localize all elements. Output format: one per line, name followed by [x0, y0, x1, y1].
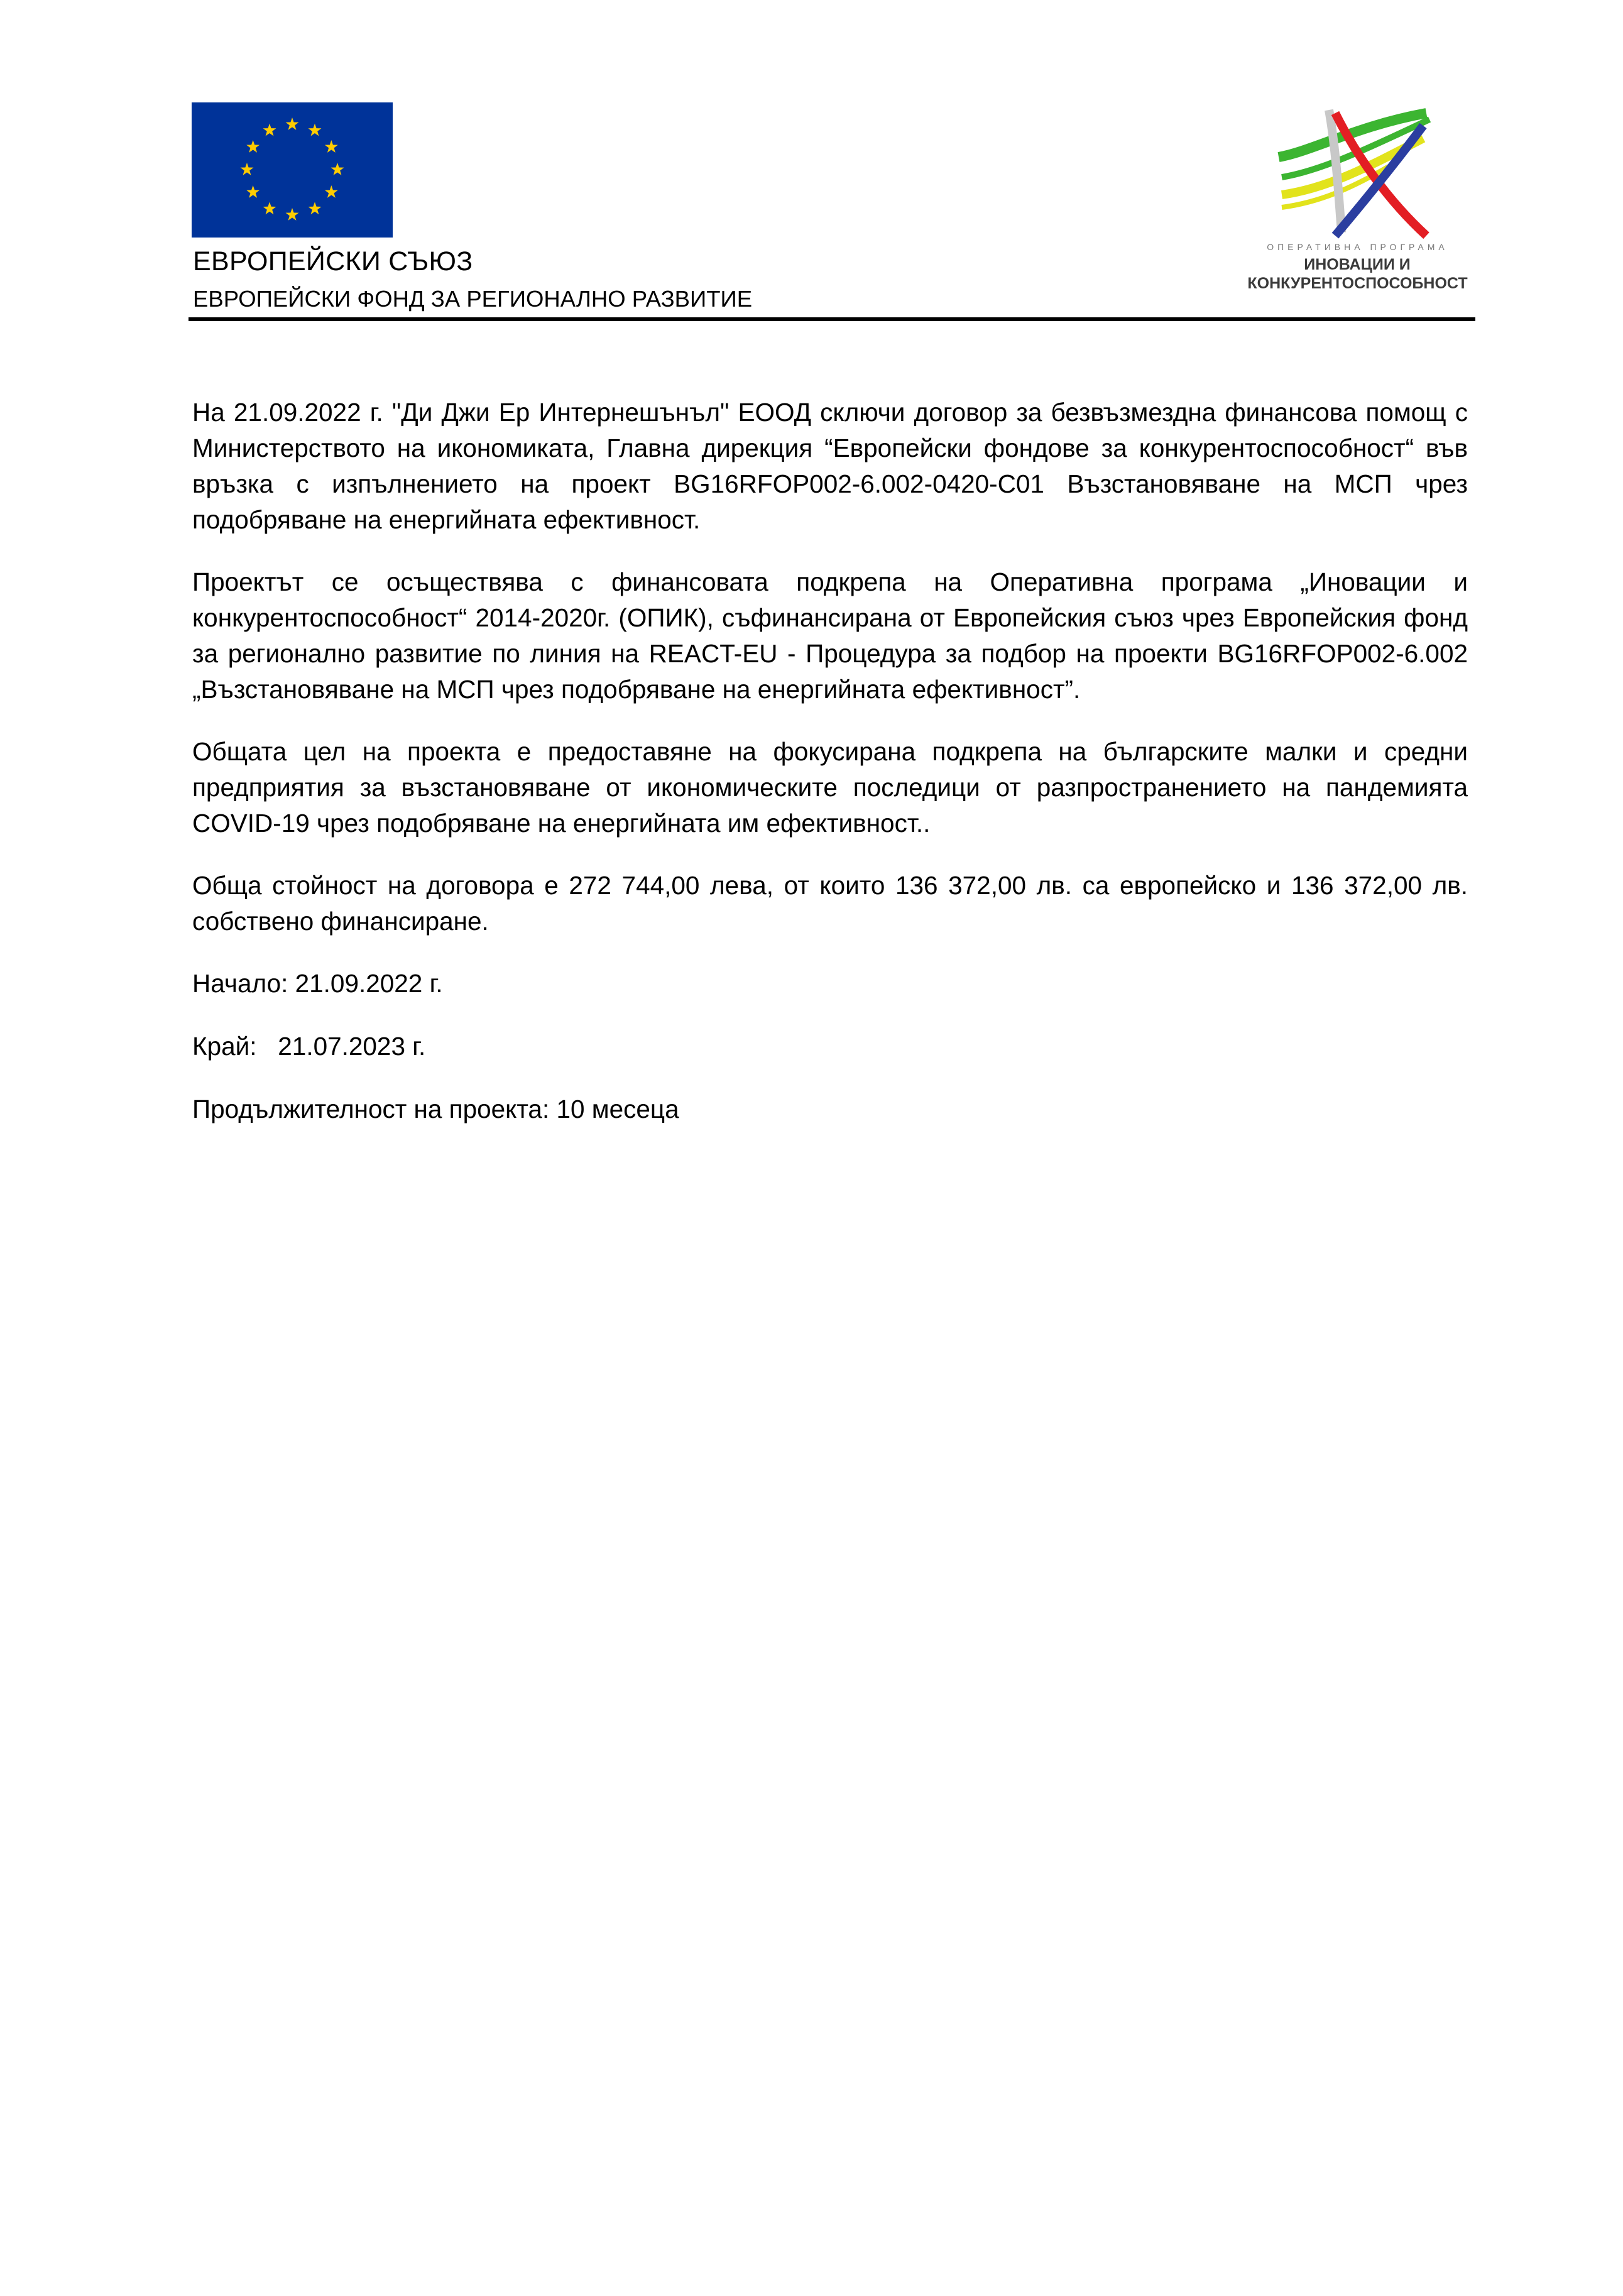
paragraph-value: Обща стойност на договора е 272 744,00 лева, от които 136 372,00 лв. са европейско и 136 372,00 лв. собствено финансиране.	[192, 871, 1468, 936]
paragraph-contract: На 21.09.2022 г. "Ди Джи Ер Интернешънъл" ЕООД сключи договор за безвъзмездна финансова помощ с Министерството на икономиката, Главна дирекция “Европейски фондове за конкурентоспособност“ във връзка с изпълнението на проект BG16RFOP002-6.002-0420-C01 Възстановяване на МСП чрез подобряване на енергийната ефективност.	[192, 398, 1468, 534]
end-date: Край: 21.07.2023 г.	[192, 1032, 426, 1061]
document-body	[192, 395, 1468, 1154]
eu-fund-title: ЕВРОПЕЙСКИ ФОНД ЗА РЕГИОНАЛНО РАЗВИТИЕ	[193, 286, 753, 312]
op-name-line2: КОНКУРЕНТОСПОСОБНОСТ	[1247, 275, 1468, 292]
operational-programme-logo-icon	[1269, 107, 1439, 242]
paragraph-goal: Общата цел на проекта е предоставяне на фокусирана подкрепа на българските малки и средни предприятия за възстановяване от икономическите последици от разпространението на пандемията COVID-19 чрез подобряване на енергийната им ефективност..	[192, 737, 1468, 838]
eu-title: ЕВРОПЕЙСКИ СЪЮЗ	[193, 246, 473, 276]
paragraph-funding: Проектът се осъществява с финансовата подкрепа на Оперативна програма „Иновации и конкурентоспособност“ 2014-2020г. (ОПИК), съфинансирана от Европейския съюз чрез Европейския фонд за регионално развитие по линия на REACT-EU - Процедура за подбор на проекти BG16RFOP002-6.002 „Възстановяване на МСП чрез подобряване на енергийната ефективност”.	[192, 567, 1468, 704]
eu-flag-icon	[192, 102, 393, 238]
start-date: Начало: 21.09.2022 г.	[192, 969, 443, 998]
op-name-line1: ИНОВАЦИИ И	[1304, 256, 1411, 273]
header-divider	[189, 317, 1475, 321]
op-subtitle: ОПЕРАТИВНА ПРОГРАМА	[1267, 242, 1448, 252]
duration: Продължителност на проекта: 10 месеца	[192, 1095, 679, 1123]
